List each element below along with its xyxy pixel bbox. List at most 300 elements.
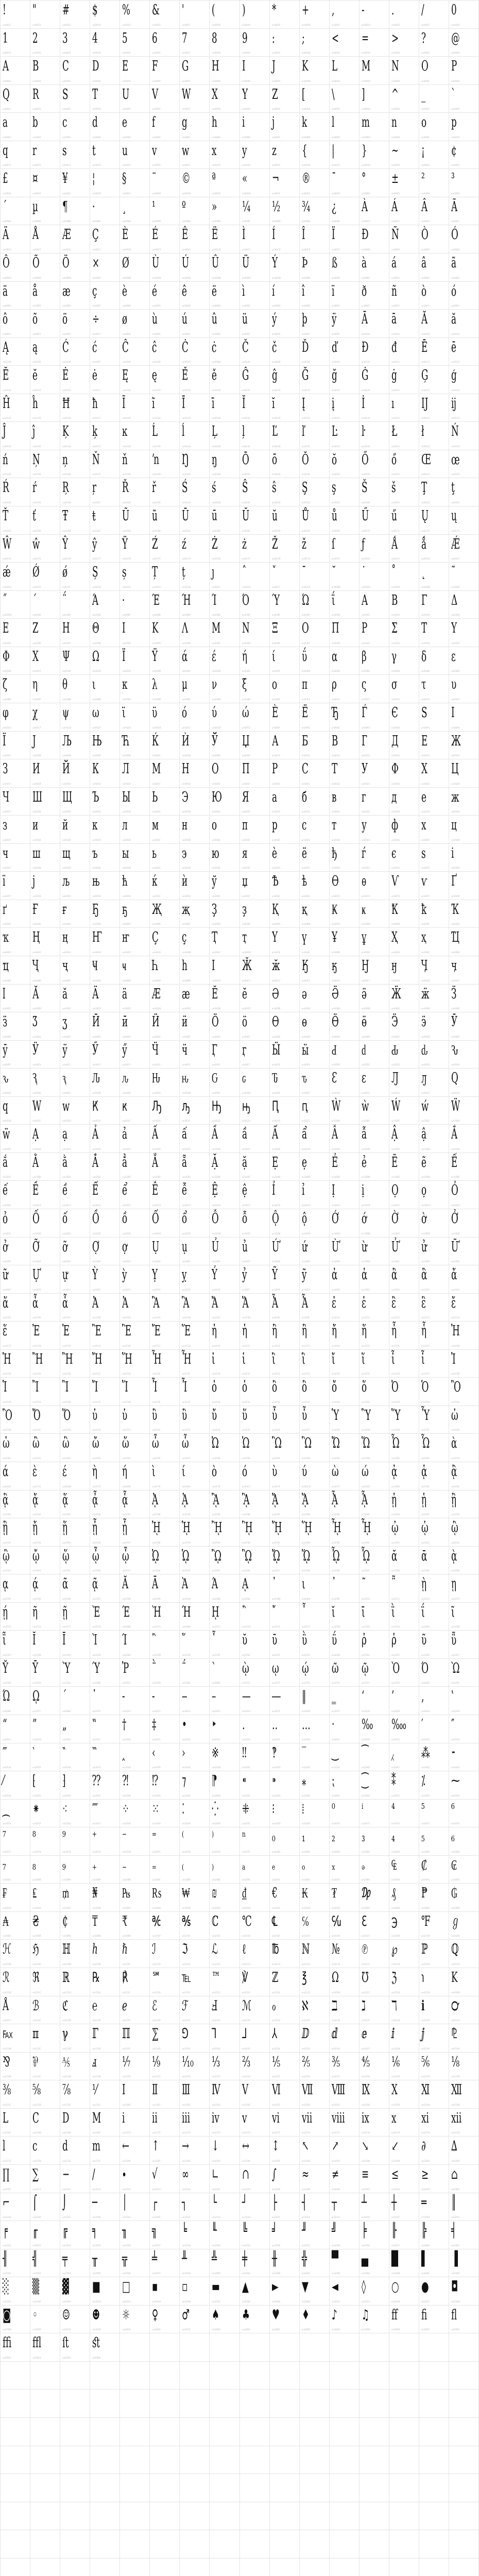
- glyph: ∞: [182, 2166, 190, 2182]
- glyph-cell: [210, 788, 239, 816]
- glyph-cell: [30, 2193, 60, 2222]
- glyph-label: uni2078: [32, 1850, 41, 1853]
- glyph-cell: [90, 1321, 120, 1350]
- glyph-cell: [360, 1462, 389, 1490]
- glyph-cell: [1, 1406, 30, 1434]
- glyph: ǿ: [62, 564, 68, 581]
- glyph-cell: [180, 985, 210, 1013]
- glyph-label: uni1F3E: [152, 1400, 161, 1403]
- glyph-cell: [120, 2389, 150, 2418]
- glyph-label: uni0401: [301, 726, 310, 729]
- glyph-cell: [300, 282, 330, 310]
- glyph: ‵: [32, 1744, 35, 1761]
- glyph: ©: [182, 171, 191, 187]
- glyph-cell: [300, 1350, 330, 1378]
- glyph: Ὺ: [62, 1660, 71, 1676]
- glyph-label: uni213F: [122, 2047, 131, 2050]
- glyph-label: uni1EA0: [32, 1147, 41, 1150]
- glyph-label: uni0390: [421, 1625, 430, 1629]
- glyph-label: uni1F42: [271, 1400, 280, 1403]
- glyph-cell: [120, 1856, 150, 1884]
- glyph-label: uni04EB: [361, 1035, 370, 1038]
- glyph-cell: [240, 2109, 270, 2137]
- glyph-label: uni203B: [212, 1766, 220, 1769]
- glyph-label: uni1FF4: [301, 1682, 310, 1685]
- glyph: ΐ: [421, 1604, 425, 1620]
- glyph-cell: [389, 197, 419, 226]
- glyph-cell: [300, 141, 330, 170]
- glyph-cell: [1, 928, 30, 956]
- glyph-cell: [389, 1238, 419, 1266]
- glyph-label: uni25CB: [391, 2300, 400, 2303]
- glyph-cell: [30, 2530, 60, 2558]
- glyph-cell: [270, 759, 300, 788]
- glyph: ῁: [391, 1576, 396, 1592]
- glyph: `: [451, 86, 456, 103]
- glyph: қ: [301, 901, 307, 918]
- glyph-label: uni00C0: [361, 220, 370, 223]
- glyph-cell: [300, 1462, 330, 1490]
- glyph-label: uni00FD: [271, 332, 281, 335]
- glyph: ᾦ: [92, 1548, 99, 1564]
- glyph-cell: [270, 1012, 300, 1041]
- glyph-cell: [240, 85, 270, 113]
- glyph: ‴: [3, 1744, 7, 1761]
- glyph-label: uni007A: [271, 164, 281, 167]
- glyph-label: uni004F: [421, 79, 430, 82]
- glyph-cell: [1, 1181, 30, 1209]
- glyph-cell: [330, 2446, 360, 2475]
- glyph-cell: [449, 422, 479, 450]
- glyph: Ӹ: [271, 1042, 281, 1058]
- glyph-cell: [240, 2362, 270, 2390]
- glyph-label: uni2198: [361, 2159, 370, 2162]
- glyph: >: [391, 30, 399, 46]
- glyph-label: uni1F28: [451, 1344, 460, 1347]
- glyph: ﬁ: [421, 2307, 427, 2323]
- glyph-cell: [60, 563, 90, 591]
- glyph: ё: [301, 845, 307, 861]
- glyph-label: uni1F72: [32, 1485, 41, 1488]
- glyph-cell: [150, 450, 180, 479]
- glyph: Ǻ: [391, 536, 398, 552]
- glyph: ♥: [271, 2307, 280, 2323]
- glyph: Ọ: [391, 1182, 399, 1199]
- glyph-label: uni220F: [3, 2188, 11, 2191]
- glyph-label: uni1F6A: [271, 1457, 280, 1460]
- glyph-cell: [360, 1687, 389, 1715]
- glyph-cell: [419, 450, 449, 479]
- glyph: Ợ: [92, 1239, 99, 1255]
- glyph-label: uni04F4: [152, 1063, 161, 1066]
- glyph: ῲ: [242, 1660, 249, 1676]
- glyph: ⁉: [152, 1773, 159, 1789]
- glyph-cell: [240, 253, 270, 282]
- glyph-label: uni1F4C: [32, 1429, 41, 1432]
- glyph-cell: [90, 1097, 120, 1125]
- glyph-cell: [300, 1631, 330, 1659]
- glyph-cell: [270, 422, 300, 450]
- glyph: ằ: [62, 1154, 68, 1171]
- glyph-label: uni1EB0: [32, 1176, 41, 1179]
- glyph: ђ: [331, 845, 337, 861]
- glyph: Ԑ: [331, 1070, 337, 1087]
- glyph: Ề: [32, 1182, 39, 1199]
- glyph-cell: [60, 1462, 90, 1490]
- glyph-label: uni0104: [3, 361, 11, 364]
- glyph: ν: [212, 676, 217, 693]
- glyph: H: [212, 58, 220, 75]
- glyph: ẩ: [301, 1126, 307, 1143]
- glyph-cell: [389, 2109, 419, 2137]
- glyph-cell: [1, 310, 30, 338]
- glyph: Ι: [122, 620, 126, 637]
- glyph-cell: [180, 1574, 210, 1603]
- glyph-cell: [90, 85, 120, 113]
- glyph: ὶ: [152, 1464, 156, 1480]
- glyph-label: uni0456: [451, 867, 460, 870]
- glyph-cell: [360, 732, 389, 760]
- glyph: ῗ: [3, 1632, 6, 1649]
- glyph-cell: [419, 338, 449, 366]
- glyph-label: uni2101: [182, 1935, 191, 1938]
- glyph-cell: [210, 619, 239, 647]
- glyph-label: uni1F74: [92, 1485, 101, 1488]
- glyph-label: uni0446: [451, 838, 460, 841]
- glyph: ⁹: [62, 1829, 66, 1845]
- glyph: ᾣ: [3, 1548, 10, 1564]
- glyph-label: uni2031: [391, 1738, 400, 1741]
- glyph: ℔: [271, 1941, 279, 1958]
- glyph-label: uni0427: [3, 810, 11, 814]
- glyph: ⅕: [271, 2054, 280, 2070]
- glyph-label: uni1F8C: [271, 1513, 280, 1516]
- glyph-label: uni255E: [361, 2244, 370, 2247]
- glyph: ἓ: [421, 1295, 426, 1311]
- glyph: ᾷ: [92, 1576, 98, 1592]
- glyph-cell: [389, 1659, 419, 1687]
- glyph-label: uni2040: [361, 1766, 370, 1769]
- glyph: ў: [212, 873, 217, 890]
- glyph-cell: [90, 1406, 120, 1434]
- glyph-cell: [30, 703, 60, 732]
- glyph-label: uni2011: [152, 1710, 161, 1713]
- glyph-cell: [449, 169, 479, 197]
- glyph-label: uni038C: [421, 1682, 430, 1685]
- glyph-label: uni0148: [122, 473, 131, 476]
- glyph-label: uni0124: [3, 417, 11, 420]
- glyph: Ģ: [421, 367, 429, 384]
- glyph-cell: [240, 2137, 270, 2165]
- glyph: ῀: [361, 1576, 366, 1592]
- glyph-cell: [150, 759, 180, 788]
- glyph-label: uni045C: [152, 894, 161, 897]
- glyph-label: uni2170: [122, 2131, 131, 2134]
- glyph: ẵ: [182, 1154, 187, 1171]
- glyph-cell: [389, 1743, 419, 1772]
- glyph: ύ: [301, 1464, 307, 1480]
- glyph: Ԍ: [212, 1070, 218, 1087]
- glyph-cell: [300, 928, 330, 956]
- glyph: ἠ: [212, 1323, 217, 1340]
- glyph: Ẫ: [331, 1126, 338, 1143]
- glyph-label: uni00F2: [421, 304, 430, 308]
- glyph: Ώ: [3, 1688, 10, 1705]
- glyph: ᾽: [271, 1576, 276, 1592]
- glyph: о: [212, 817, 217, 834]
- glyph-cell: [449, 2193, 479, 2222]
- glyph: Ú: [182, 255, 190, 272]
- glyph-cell: [90, 310, 120, 338]
- glyph-cell: [449, 2221, 479, 2249]
- glyph-cell: [270, 2249, 300, 2278]
- glyph-cell: [150, 619, 180, 647]
- glyph: ˘: [331, 564, 336, 581]
- glyph-label: uni0406: [451, 726, 460, 729]
- glyph-cell: [1, 1659, 30, 1687]
- glyph-cell: [449, 1265, 479, 1294]
- glyph-cell: [120, 1912, 150, 1940]
- glyph: ℷ: [361, 1997, 366, 2014]
- glyph: √: [152, 2166, 158, 2182]
- glyph-cell: [360, 1, 389, 29]
- glyph: ῡ: [271, 1632, 277, 1649]
- glyph-label: uni0510: [331, 1091, 340, 1094]
- glyph: Ἰ: [451, 1351, 456, 1367]
- glyph: ¨: [152, 171, 157, 187]
- glyph-label: uni044F: [242, 867, 250, 870]
- glyph: ԓ: [421, 1070, 427, 1087]
- glyph-label: uni0172: [421, 529, 430, 532]
- glyph-label: uni2014: [242, 1710, 250, 1713]
- glyph-cell: [120, 535, 150, 563]
- glyph-label: uni04C0: [212, 979, 221, 982]
- glyph-cell: [330, 1912, 360, 1940]
- glyph-cell: [120, 57, 150, 85]
- glyph: Ỏ: [451, 1182, 458, 1199]
- glyph-cell: [389, 1800, 419, 1828]
- glyph-cell: [360, 1715, 389, 1743]
- glyph: Π: [331, 620, 339, 637]
- glyph-cell: [419, 394, 449, 422]
- glyph: ⅙: [391, 2054, 400, 2070]
- glyph: Ῠ: [3, 1660, 9, 1676]
- glyph-label: uni03B0: [331, 1653, 340, 1656]
- glyph: ᾯ: [361, 1548, 370, 1564]
- glyph-label: uni04DD: [421, 1007, 431, 1010]
- glyph-label: uni1EE5: [182, 1260, 191, 1263]
- glyph: ñ: [391, 283, 397, 299]
- glyph: ᾀ: [391, 1464, 398, 1480]
- glyph-label: uni2013: [212, 1710, 220, 1713]
- glyph-label: uni04D3: [122, 1007, 131, 1010]
- glyph-cell: [90, 1856, 120, 1884]
- glyph-cell: [60, 2558, 90, 2576]
- glyph: ₃: [361, 1829, 365, 1845]
- glyph-cell: [150, 2193, 180, 2222]
- glyph-cell: [1, 1518, 30, 1547]
- glyph-cell: [60, 1743, 90, 1772]
- glyph-label: uni2534: [361, 2216, 370, 2219]
- glyph-cell: [240, 1321, 270, 1350]
- glyph-cell: [270, 1321, 300, 1350]
- glyph-cell: [210, 225, 239, 253]
- glyph-label: uni20A8: [152, 1906, 161, 1909]
- glyph: Ố: [32, 1210, 40, 1227]
- glyph-label: uni1EC5: [182, 1204, 191, 1207]
- glyph-cell: [60, 1209, 90, 1238]
- glyph: Ĭ: [242, 395, 246, 412]
- glyph-cell: [30, 1490, 60, 1519]
- glyph-label: uni1EA6: [212, 1147, 220, 1150]
- glyph-cell: [270, 2333, 300, 2362]
- glyph-cell: [330, 900, 360, 928]
- glyph-cell: [330, 2306, 360, 2334]
- glyph-label: uni014F: [331, 473, 340, 476]
- glyph-cell: [330, 1547, 360, 1575]
- glyph-cell: [60, 900, 90, 928]
- glyph-cell: [330, 394, 360, 422]
- glyph-cell: [180, 1012, 210, 1041]
- glyph-label: uni040C: [152, 754, 161, 757]
- glyph: И: [32, 761, 40, 777]
- glyph-label: uni0430: [271, 810, 280, 814]
- glyph: ọ: [421, 1182, 426, 1199]
- glyph: Ί: [212, 592, 217, 608]
- glyph: ℾ: [92, 2026, 99, 2042]
- glyph-label: uni210E: [92, 1963, 101, 1966]
- glyph-cell: [90, 2333, 120, 2362]
- glyph: й: [62, 817, 69, 834]
- glyph-cell: [270, 2530, 300, 2558]
- glyph: Ἤ: [92, 1351, 102, 1367]
- glyph-label: uni0449: [62, 867, 71, 870]
- glyph-label: uni2219: [122, 2188, 131, 2191]
- glyph-cell: [240, 310, 270, 338]
- glyph: ť: [32, 508, 36, 524]
- glyph: ý: [271, 311, 277, 328]
- glyph-cell: [210, 1827, 239, 1856]
- glyph-label: uni1FD6: [451, 1625, 460, 1629]
- glyph-cell: [270, 1490, 300, 1519]
- glyph-cell: [240, 1153, 270, 1181]
- glyph-cell: [389, 1069, 419, 1097]
- glyph: σ: [391, 676, 398, 693]
- glyph: i: [242, 114, 245, 131]
- glyph-label: uni2124: [271, 1991, 280, 1994]
- glyph-cell: [360, 1406, 389, 1434]
- glyph-cell: [30, 1827, 60, 1856]
- glyph-cell: [1, 1294, 30, 1322]
- glyph-cell: [180, 2333, 210, 2362]
- glyph-label: uniFB02: [451, 2328, 460, 2331]
- glyph: Ἴ: [92, 1379, 98, 1396]
- glyph: ῷ: [361, 1660, 369, 1676]
- glyph-label: uni0149: [152, 473, 161, 476]
- glyph-label: uni2145: [301, 2047, 310, 2050]
- glyph-cell: [150, 1294, 180, 1322]
- glyph-label: uni010B: [212, 361, 220, 364]
- glyph-label: uni1EA8: [271, 1147, 281, 1150]
- glyph: Җ: [152, 901, 162, 918]
- glyph: ≠: [331, 2166, 339, 2182]
- glyph-label: uni04A4: [92, 951, 101, 954]
- glyph-cell: [1, 2249, 30, 2278]
- glyph-cell: [1, 703, 30, 732]
- glyph-label: uni04C7: [361, 979, 370, 982]
- glyph: ☻: [92, 2307, 100, 2323]
- glyph: ╥: [92, 2250, 98, 2267]
- glyph: Ἱ: [3, 1379, 7, 1396]
- glyph-cell: [150, 1631, 180, 1659]
- glyph: Ἶ: [152, 1379, 158, 1396]
- glyph-cell: [419, 2474, 449, 2502]
- glyph: ӂ: [271, 957, 280, 974]
- glyph-label: uni0079: [242, 164, 250, 167]
- glyph-label: uni2565: [92, 2272, 101, 2275]
- glyph: ố: [62, 1210, 68, 1227]
- glyph-cell: [240, 1547, 270, 1575]
- glyph: ĸ: [122, 423, 128, 440]
- glyph-cell: [120, 2530, 150, 2558]
- glyph-label: uni0391: [361, 614, 370, 617]
- glyph: ả: [122, 1126, 128, 1143]
- glyph-label: uni04AC: [212, 951, 221, 954]
- glyph-cell: [150, 2137, 180, 2165]
- glyph-label: uni2023: [212, 1738, 220, 1741]
- glyph: Ѕ: [421, 704, 427, 721]
- glyph-cell: [389, 2080, 419, 2109]
- glyph-label: uni203E: [301, 1766, 310, 1769]
- glyph-cell: [300, 2333, 330, 2362]
- glyph-label: uni2192: [182, 2159, 191, 2162]
- glyph-label: uni0496: [152, 923, 161, 926]
- glyph-label: uni1FA7: [122, 1569, 131, 1572]
- glyph-label: uni2105: [301, 1935, 310, 1938]
- glyph: ┘: [242, 2194, 247, 2211]
- glyph-cell: [449, 956, 479, 985]
- glyph-label: uni2568: [182, 2272, 191, 2275]
- glyph-label: uni1EF7: [242, 1288, 250, 1291]
- glyph-label: uni0405: [421, 726, 430, 729]
- glyph-cell: [120, 2306, 150, 2334]
- glyph-cell: [300, 253, 330, 282]
- glyph-label: uni013D: [271, 445, 281, 448]
- glyph-label: uni1F4D: [62, 1429, 71, 1432]
- glyph-label: uni043F: [242, 838, 250, 841]
- glyph: Ὅ: [62, 1407, 71, 1423]
- glyph-label: uni1FA8: [152, 1569, 161, 1572]
- glyph: ἴ: [331, 1351, 335, 1367]
- glyph-cell: [1, 1715, 30, 1743]
- glyph-label: uni04D9: [301, 1007, 311, 1010]
- glyph: ӯ: [3, 1042, 8, 1058]
- glyph-label: uni221F: [212, 2188, 220, 2191]
- glyph: Ç: [92, 227, 99, 243]
- glyph-cell: [150, 2558, 180, 2576]
- glyph-label: uni1F31: [242, 1372, 250, 1376]
- glyph-label: uni2053: [451, 1794, 460, 1797]
- glyph-label: uni041D: [182, 782, 191, 785]
- glyph: ό: [182, 704, 187, 721]
- glyph-cell: [180, 2446, 210, 2475]
- glyph: Đ: [361, 339, 369, 355]
- glyph-label: uni03BE: [242, 698, 251, 701]
- glyph-cell: [300, 619, 330, 647]
- glyph-cell: [120, 422, 150, 450]
- glyph-cell: [360, 57, 389, 85]
- glyph-cell: [300, 1884, 330, 1912]
